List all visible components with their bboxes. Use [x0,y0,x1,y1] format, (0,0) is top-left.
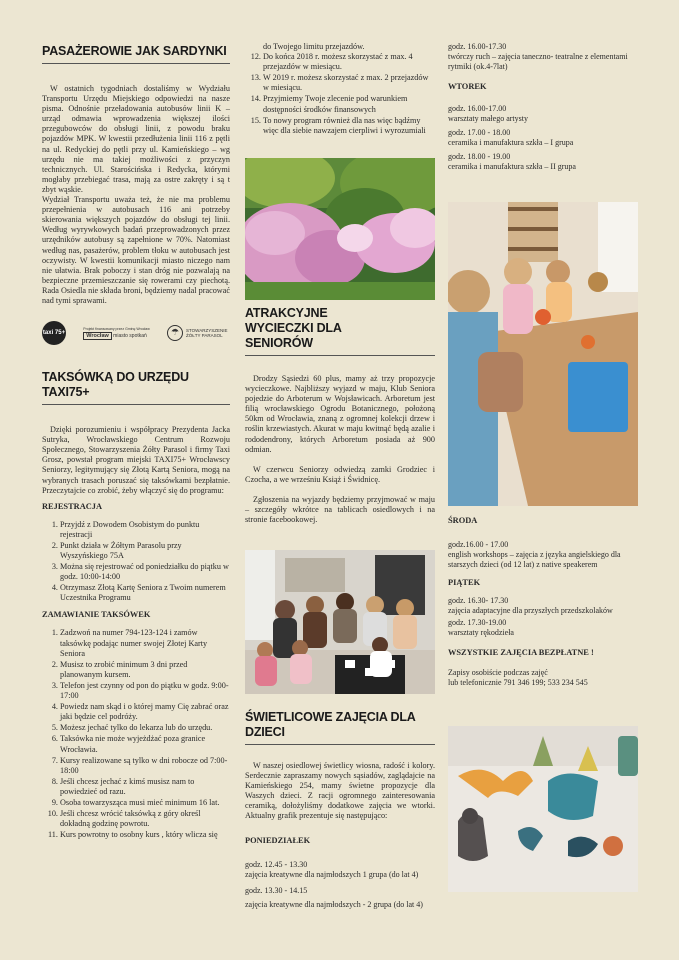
list-item: 10. Jeśli chcesz wrócić taksówką z góry określ dokładną godzinę powrotu. [60,809,230,829]
schedule-time: godz. 16.00-17.30 [448,42,507,51]
day-wednesday: ŚRODA [448,516,478,525]
list-item: 1. Przyjdź z Dowodem Osobistym do punktu rejestracji [60,520,230,540]
schedule-time: godz. 18.00 - 19.00 [448,152,511,161]
free-notice: WSZYSTKIE ZAJĘCIA BEZPŁATNE ! [448,648,594,657]
schedule-activity: warsztaty małego artysty [448,114,528,123]
list-item: 14. Przyjmiemy Twoje zlecenie pod warunkiem dostępności środków finansowych [263,94,435,114]
signup-info: Zapisy osobiście podczas zajęć [448,668,548,677]
registration-list [42,520,230,604]
day-friday: PIĄTEK [448,578,481,587]
schedule-activity: twórczy ruch – zajęcia taneczno- teatralne z elementami rytmiki (ok.4-7lat) [448,52,628,71]
schedule-time: godz. 17.30-19.00 [448,618,507,627]
heading-children: ŚWIETLICOWE ZAJĘCIA DLA DZIECI [245,710,416,739]
schedule-activity: zajęcia kreatywne dla najmłodszych - 2 grupa (do lat 4) [245,899,423,909]
subheading-ordering: ZAMAWIANIE TAKSÓWEK [42,610,151,620]
paragraph-trips-1: Drodzy Sąsiedzi 60 plus, mamy aż trzy propozycje wycieczkowe. Najbliższy wyjazd w maju, Klub Seniora pojedzie do Arboterum w Wojsławicach. Arboretum jest filią wrocławskiego Ogrodu Botanicznego, położoną 50km od Wrocławia, znaną z ogromnej kolekcji drzew i roślin krzewiastych. Akurat w maju kwitnąć będą azalie i rododendrony, których Arboretum posiada aż 900 odmian. [245,374,435,454]
umbrella-icon: ☂ [167,325,183,341]
heading-trips: ATRAKCYJNE WYCIECZKI DLA SENIORÓW [245,306,342,350]
list-item: 2. Punkt działa w Żółtym Parasolu przy Wyszyńskiego 75A [60,541,230,561]
schedule-rest [448,516,638,688]
wroclaw-logo: Projekt finansowany przez Gminę Wrocław Wrocław miasto spotkań [83,327,150,340]
trips-section [245,306,435,525]
paragraph-children: W naszej osiedlowej świetlicy wiosna, radość i kolory. Serdecznie zapraszamy nowych sąsiadów, zaglądajcie na Kamieńskiego 254, mamy świetne propozycje dla Waszych dzieci. Z racji ogromnego zainteresowania ceramiką, dołożyliśmy dodatkowe zajęcia we wtorki. Aktualny grafik prezentuje się następująco: [245,761,435,821]
paragraph-trips-2: W czerwcu Seniorzy odwiedzą zamki Grodziec i Czocha, a we wrześniu Książ i Świdnicę. [245,464,435,484]
schedule-activity: english workshops – zajęcia z języka angielskiego dla starszych dzieci (od 12 lat) z native speakerem [448,550,621,569]
list-item: 4. Otrzymasz Złotą Kartę Seniora z Twoim numerem Uczestnika Programu [60,583,230,603]
column-middle [245,0,435,137]
list-item: 11. Kurs powrotny to osobny kurs , który wlicza się [60,830,230,840]
schedule-time: godz. 16.00-17.00 [448,104,507,113]
children-section [245,710,435,910]
list-item: 8. Jeśli chcesz jechać z kimś musisz nam to powiedzieć od razu. [60,777,230,797]
phone-info: lub telefonicznie 791 346 199; 533 234 545 [448,678,588,687]
list-item: 2. Musisz to zrobić minimum 3 dni przed planowanym kursem. [60,660,230,680]
schedule-activity: ceramika i manufaktura szkła – I grupa [448,138,574,147]
list-item: 13. W 2019 r. możesz skorzystać z max. 2 przejazdów w miesiącu. [263,73,435,93]
schedule-activity: ceramika i manufaktura szkła – II grupa [448,162,576,171]
schedule-activity: warsztaty rękodzieła [448,628,514,637]
list-item: 15. To nowy program również dla nas więc bądźmy więc dla siebie nawzajem cierpliwi i wyrozumiali [263,116,435,136]
schedule-time: godz. 13.30 - 14.15 [245,885,308,895]
day-tuesday: WTOREK [448,82,487,91]
sponsor-logos [42,318,230,348]
list-item: 9. Osoba towarzysząca musi mieć minimum 16 lat. [60,798,230,808]
schedule-activity: zajęcia kreatywne dla najmłodszych 1 grupa (do lat 4) [245,869,419,879]
paragraph-trips-3: Zgłoszenia na wyjazdy będziemy przyjmować w maju – szczegóły wkrótce na tablicach osiedlowych i na stronie facebookowej. [245,494,435,525]
paragraph-sardynki-2: Wydział Transportu uważa też, że nie ma problemu przepełnienia w autobusach 116 ani potrzeby skierowania większych pojazdów do obsługi tej linii. Według wyrywkowych badań przeprowadzonych przez urzędników autobusy są zapełnione w 70%. Natomiast według nas, pasażerów, problem tłoku w autobusach jest oczywisty. W kwestii komunikacji miasto niczego nam nie ułatwia. Brak poboczy i stan dróg nie pozwalają na bezpieczne przemieszczanie się rowerami czy piechotą. Rada Osiedla nie składa broni, będziemy nadal pracować nad tymi sprawami. [42,195,230,305]
schedule-activity: zajęcia adaptacyjne dla przyszłych przedszkolaków [448,606,613,615]
paragraph-sardynki-1: W ostatnich tygodniach dostaliśmy w Wydziału Transportu Urzędu Miejskiego odpowiedzi na nasze pisma. Odnośnie przeładowania autobusów linii K – urząd odmawia wprowadzenia większej ilości przegubowców do obsługi linii, z powodu braku pojazdów MPK. W kwestii przedłużenia linii 116 z pętli na ul. Redyckiej do pętli przy ul. Kamieńskiego – wg urzędu nie ma takiej możliwości z przyczyn technicznych. Ul. Starościńska i Redycka, którymi mogłaby przebiegać trasa, mają za ostre zakręty i są t zbyt wąskie. [42,84,230,194]
list-continuation: do Twojego limitu przejazdów. [263,42,365,51]
heading-sardynki: PASAŻEROWIE JAK SARDYNKI [42,44,227,58]
paragraph-taxi: Dzięki porozumieniu i współpracy Prezydenta Jacka Sutryka, Wrocławskiego Centrum Rozwoju Społecznego, Stowarzyszenia Żółty Parasol i firmy Taxi Grosz, powstał program miejski TAXI75+ Wrocławscy Seniorzy, legitymujący się Złotą Kartą Seniora, mogą na wybranych trasach poruszać się taksówkami bezpłatnie. Przeczytajcie co zrobić, żeby włączyć się do programu: [42,425,230,495]
list-item: 3. Można się rejestrować od poniedziałku do piątku w godz. 10:00-14:00 [60,562,230,582]
schedule-time: godz.16.00 - 17.00 [448,540,509,549]
schedule-time: godz. 17.00 - 18.00 [448,128,511,137]
list-item: 7. Kursy realizowane są tylko w dni robocze od 7:00-18:00 [60,756,230,776]
ordering-list [42,628,230,840]
column-right [448,0,638,172]
list-item: 12. Do końca 2018 r. możesz skorzystać z max. 4 przejazdów w miesiącu. [263,52,435,72]
ordering-list-continued [245,52,435,136]
schedule-time: godz. 12.45 - 13.30 [245,859,308,869]
ceramics-photo [448,726,638,892]
column-left [42,0,230,841]
kids-crafting-photo [448,202,638,506]
schedule-time: godz. 16.30- 17.30 [448,596,509,605]
zolty-parasol-logo: ☂ STOWARZYSZENIE ŻÓŁTY PARASOL [167,325,230,341]
list-item: 4. Powiedz nam skąd i o której mamy Cię zabrać oraz jaki będzie cel podróży. [60,702,230,722]
arboretum-photo [245,158,435,300]
list-item: 5. Możesz jechać tylko do lekarza lub do urzędu. [60,723,230,733]
list-item: 3. Telefon jest czynny od pon do piątku w godz. 9:00-17:00 [60,681,230,701]
group-photo [245,550,435,694]
taxi75-logo: taxi 75+ [42,321,66,345]
day-monday: PONIEDZIAŁEK [245,835,311,845]
heading-taxi: TAKSÓWKĄ DO URZĘDU TAXI75+ [42,370,189,400]
subheading-registration: REJESTRACJA [42,501,103,511]
list-item: 6. Taksówka nie może wyjeżdżać poza granice Wrocławia. [60,734,230,754]
list-item: 1. Zadzwoń na numer 794-123-124 i zamów taksówkę podając numer swojej Złotej Karty Seniora [60,628,230,658]
